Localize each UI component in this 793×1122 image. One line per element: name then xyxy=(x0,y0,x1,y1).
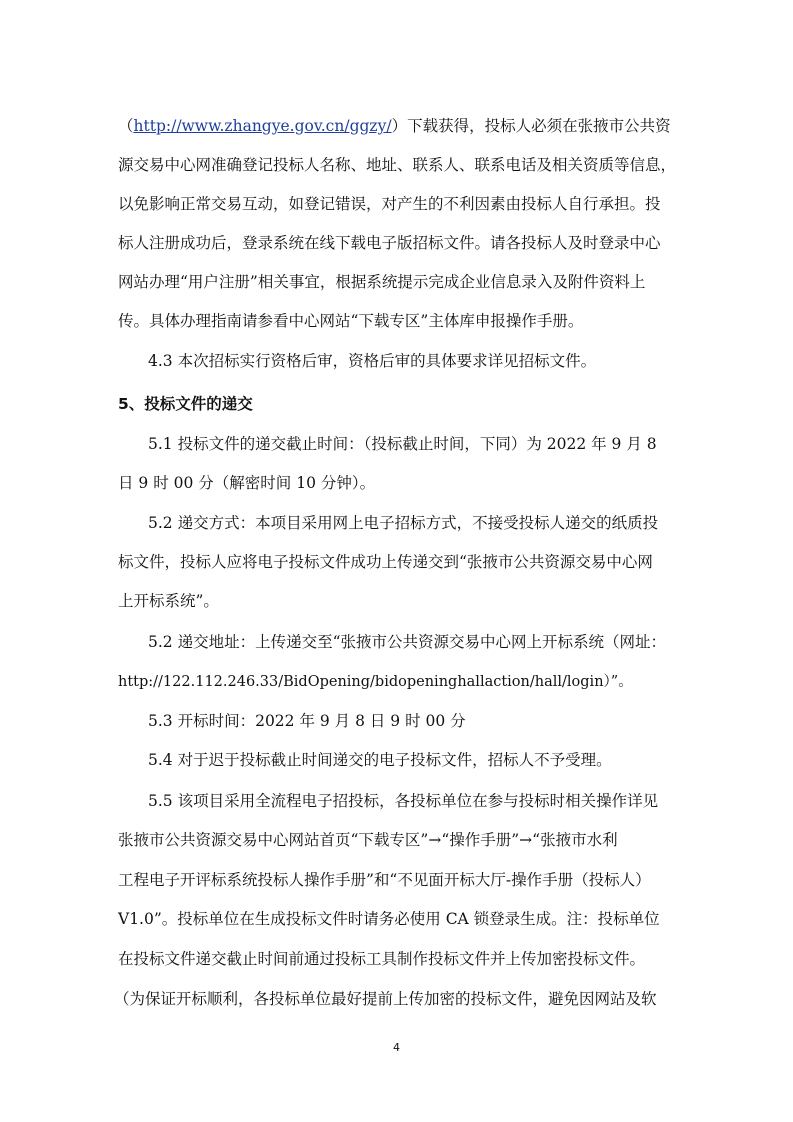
paragraph-4-2-line-2: 源交易中心网准确登记投标人名称、地址、联系人、联系电话及相关资质等信息， xyxy=(118,156,677,174)
paragraph-5-2a-line-1: 5.2 递交方式：本项目采用网上电子招标方式，不接受投标人递交的纸质投 xyxy=(148,514,659,532)
paragraph-4-2-line-5: 网站办理“用户注册”相关事宜，根据系统提示完成企业信息录入及附件资料上 xyxy=(118,273,646,291)
paragraph-4-2-line-4: 标人注册成功后，登录系统在线下载电子版招标文件。请各投标人及时登录中心 xyxy=(118,234,661,252)
paragraph-5-3: 5.3 开标时间：2022 年 9 月 8 日 9 时 00 分 xyxy=(148,712,466,730)
paragraph-5-5-line-2: 张掖市公共资源交易中心网站首页“下载专区”→“操作手册”→“张掖市水利 xyxy=(118,831,618,849)
paragraph-5-4: 5.4 对于迟于投标截止时间递交的电子投标文件，招标人不予受理。 xyxy=(148,751,612,769)
paragraph-4-2-line-1 xyxy=(118,116,671,136)
paragraph-5-5-line-3: 工程电子开评标系统投标人操作手册”和“不见面开标大厅-操作手册（投标人） xyxy=(118,871,651,889)
paragraph-5-5-line-6: （为保证开标顺利，各投标单位最好提前上传加密的投标文件，避免因网站及软 xyxy=(114,990,657,1008)
paragraph-5-2b-line-1: 5.2 递交地址：上传递交至“张掖市公共资源交易中心网上开标系统（网址： xyxy=(148,633,667,651)
paragraph-5-2a-line-3: 上开标系统”。 xyxy=(118,592,219,610)
paragraph-5-1-line-1: 5.1 投标文件的递交截止时间：（投标截止时间，下同）为 2022 年 9 月 8 xyxy=(148,435,657,453)
open-paren: （ xyxy=(118,117,134,135)
paragraph-5-5-line-5: 在投标文件递交截止时间前通过投标工具制作投标文件并上传加密投标文件。 xyxy=(118,950,646,968)
paragraph-4-3: 4.3 本次招标实行资格后审，资格后审的具体要求详见招标文件。 xyxy=(148,352,597,370)
paragraph-5-5-line-1: 5.5 该项目采用全流程电子招投标，各投标单位在参与投标时相关操作详见 xyxy=(148,792,659,810)
paragraph-5-2a-line-2: 标文件，投标人应将电子投标文件成功上传递交到“张掖市公共资源交易中心网 xyxy=(118,553,653,571)
page-number: 4 xyxy=(393,1041,400,1054)
zhangye-ggzy-link[interactable]: http://www.zhangye.gov.cn/ggzy/ xyxy=(133,117,392,135)
paragraph-5-1-line-2: 日 9 时 00 分（解密时间 10 分钟）。 xyxy=(118,474,376,492)
section-5-heading: 5、投标文件的递交 xyxy=(118,395,253,413)
paragraph-5-5-line-4: V1.0”。投标单位在生成投标文件时请务必使用 CA 锁登录生成。注：投标单位 xyxy=(118,910,660,928)
paragraph-4-2-line-6: 传。具体办理指南请参看中心网站“下载专区”主体库申报操作手册。 xyxy=(118,312,584,330)
paragraph-4-2-line-1-text: ）下载获得，投标人必须在张掖市公共资 xyxy=(391,117,671,135)
paragraph-4-2-line-3: 以免影响正常交易互动，如登记错误，对产生的不利因素由投标人自行承担。投 xyxy=(118,195,661,213)
paragraph-5-2b-line-2: http://122.112.246.33/BidOpening/bidopeninghallaction/hall/login）”。 xyxy=(118,674,633,690)
